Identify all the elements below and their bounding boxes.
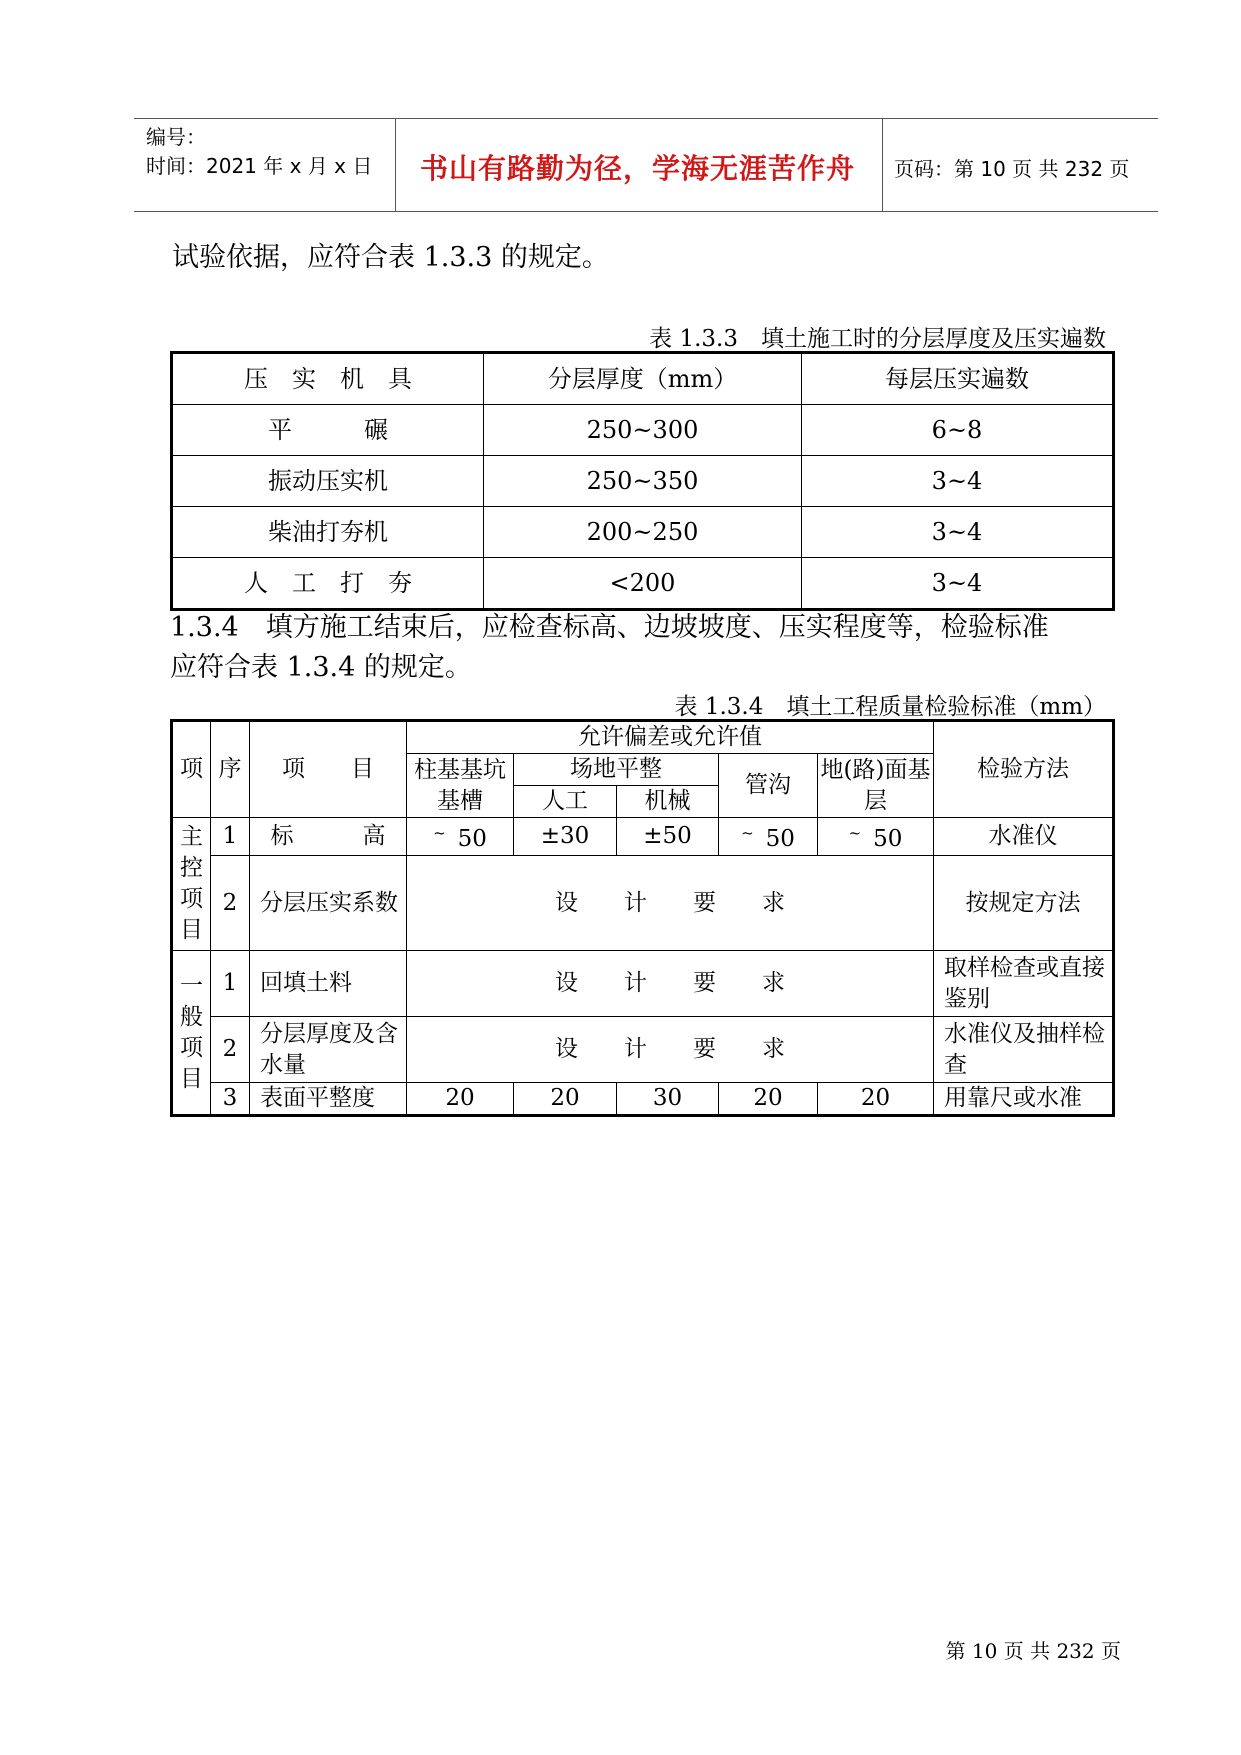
tilde-mark: ~ bbox=[848, 824, 862, 842]
seq-cell: 2 bbox=[211, 856, 250, 951]
design-requirement-cell: 设 计 要 求 bbox=[407, 856, 934, 951]
table-cell: 6~8 bbox=[802, 405, 1114, 456]
method-cell: 取样检查或直接鉴别 bbox=[934, 951, 1114, 1017]
method-cell: 按规定方法 bbox=[934, 856, 1114, 951]
table-cell: 250~350 bbox=[484, 456, 802, 507]
value-cell: 20 bbox=[407, 1083, 514, 1116]
table-cell: <200 bbox=[484, 558, 802, 610]
table-header-row bbox=[172, 721, 1114, 754]
value-cell: ±50 bbox=[617, 818, 719, 856]
main-group-label: 主控项目 bbox=[172, 818, 211, 951]
compaction-table bbox=[170, 351, 1115, 611]
method-cell: 水准仪 bbox=[934, 818, 1114, 856]
project-cell: 分层压实系数 bbox=[250, 856, 407, 951]
table-cell: 200~250 bbox=[484, 507, 802, 558]
project-header: 项 目 bbox=[250, 721, 407, 818]
value-cell: 20 bbox=[818, 1083, 934, 1116]
trench-header: 管沟 bbox=[719, 754, 818, 818]
pit-header: 柱基基坑基槽 bbox=[407, 754, 514, 818]
footer-page-number: 第 10 页 共 232 页 bbox=[945, 1639, 1121, 1663]
intro-text: 试验依据，应符合表 1.3.3 的规定。 bbox=[172, 242, 609, 273]
header-bottom-rule bbox=[134, 211, 1158, 212]
value-cell: ±30 bbox=[514, 818, 617, 856]
project-cell: 标 高 bbox=[250, 818, 407, 856]
quality-standard-table bbox=[170, 719, 1115, 1117]
table-row bbox=[172, 1083, 1114, 1116]
table-cell: 3~4 bbox=[802, 558, 1114, 610]
value-text: 50 bbox=[457, 826, 487, 852]
seq-header: 序 bbox=[211, 721, 250, 818]
value-cell bbox=[719, 818, 818, 856]
method-header: 检验方法 bbox=[934, 721, 1114, 818]
table-cell: 柴油打夯机 bbox=[172, 507, 484, 558]
seq-cell: 1 bbox=[211, 818, 250, 856]
value-cell bbox=[818, 818, 934, 856]
header-number-label: 编号： bbox=[146, 125, 206, 149]
table-row bbox=[172, 405, 1114, 456]
table1-caption: 表 1.3.3 填土施工时的分层厚度及压实遍数 bbox=[649, 326, 1106, 352]
table-cell: 平 碾 bbox=[172, 405, 484, 456]
table-header-cell: 压 实 机 具 bbox=[172, 353, 484, 405]
value-cell: 20 bbox=[719, 1083, 818, 1116]
project-cell: 表面平整度 bbox=[250, 1083, 407, 1116]
project-cell: 回填土料 bbox=[250, 951, 407, 1017]
table-header-cell: 分层厚度（mm） bbox=[484, 353, 802, 405]
table-header-row bbox=[172, 353, 1114, 405]
table-cell: 3~4 bbox=[802, 456, 1114, 507]
value-cell: 20 bbox=[514, 1083, 617, 1116]
table-row bbox=[172, 1017, 1114, 1083]
header-top-rule bbox=[134, 118, 1158, 119]
tilde-mark: ~ bbox=[433, 824, 446, 842]
header-page-label: 页码：第 10 页 共 232 页 bbox=[894, 157, 1130, 181]
header-divider-right bbox=[882, 118, 883, 211]
header-motto: 书山有路勤为径，学海无涯苦作舟 bbox=[420, 152, 856, 185]
section-134-line1: 1.3.4 填方施工结束后，应检查标高、边坡坡度、压实程度等，检验标准 bbox=[170, 612, 1049, 643]
table-cell: 人 工 打 夯 bbox=[172, 558, 484, 610]
seq-cell: 1 bbox=[211, 951, 250, 1017]
value-cell: 30 bbox=[617, 1083, 719, 1116]
general-group-label: 一般项目 bbox=[172, 951, 211, 1116]
seq-cell: 2 bbox=[211, 1017, 250, 1083]
table-cell: 250~300 bbox=[484, 405, 802, 456]
section-134-line2: 应符合表 1.3.4 的规定。 bbox=[170, 652, 472, 683]
manual-header: 人工 bbox=[514, 786, 617, 818]
header-divider-left bbox=[395, 118, 396, 211]
table-cell: 振动压实机 bbox=[172, 456, 484, 507]
table-cell: 3~4 bbox=[802, 507, 1114, 558]
design-requirement-cell: 设 计 要 求 bbox=[407, 1017, 934, 1083]
header-time-label: 时间：2021 年 x 月 x 日 bbox=[146, 154, 373, 178]
machine-header: 机械 bbox=[617, 786, 719, 818]
table2-caption: 表 1.3.4 填土工程质量检验标准（mm） bbox=[674, 694, 1106, 720]
value-text: 50 bbox=[765, 826, 795, 852]
value-text: 50 bbox=[873, 826, 903, 852]
method-cell: 用靠尺或水准 bbox=[934, 1083, 1114, 1116]
table-row bbox=[172, 856, 1114, 951]
design-requirement-cell: 设 计 要 求 bbox=[407, 951, 934, 1017]
seq-cell: 3 bbox=[211, 1083, 250, 1116]
table-row bbox=[172, 558, 1114, 610]
table-row bbox=[172, 951, 1114, 1017]
value-cell bbox=[407, 818, 514, 856]
project-cell: 分层厚度及含水量 bbox=[250, 1017, 407, 1083]
allowed-header: 允许偏差或允许值 bbox=[407, 721, 934, 754]
table-row bbox=[172, 818, 1114, 856]
site-header: 场地平整 bbox=[514, 754, 719, 786]
table-header-cell: 每层压实遍数 bbox=[802, 353, 1114, 405]
item-header: 项 bbox=[172, 721, 211, 818]
method-cell: 水准仪及抽样检查 bbox=[934, 1017, 1114, 1083]
road-header: 地(路)面基层 bbox=[818, 754, 934, 818]
table-row bbox=[172, 507, 1114, 558]
tilde-mark: ~ bbox=[741, 824, 754, 842]
table-row bbox=[172, 456, 1114, 507]
